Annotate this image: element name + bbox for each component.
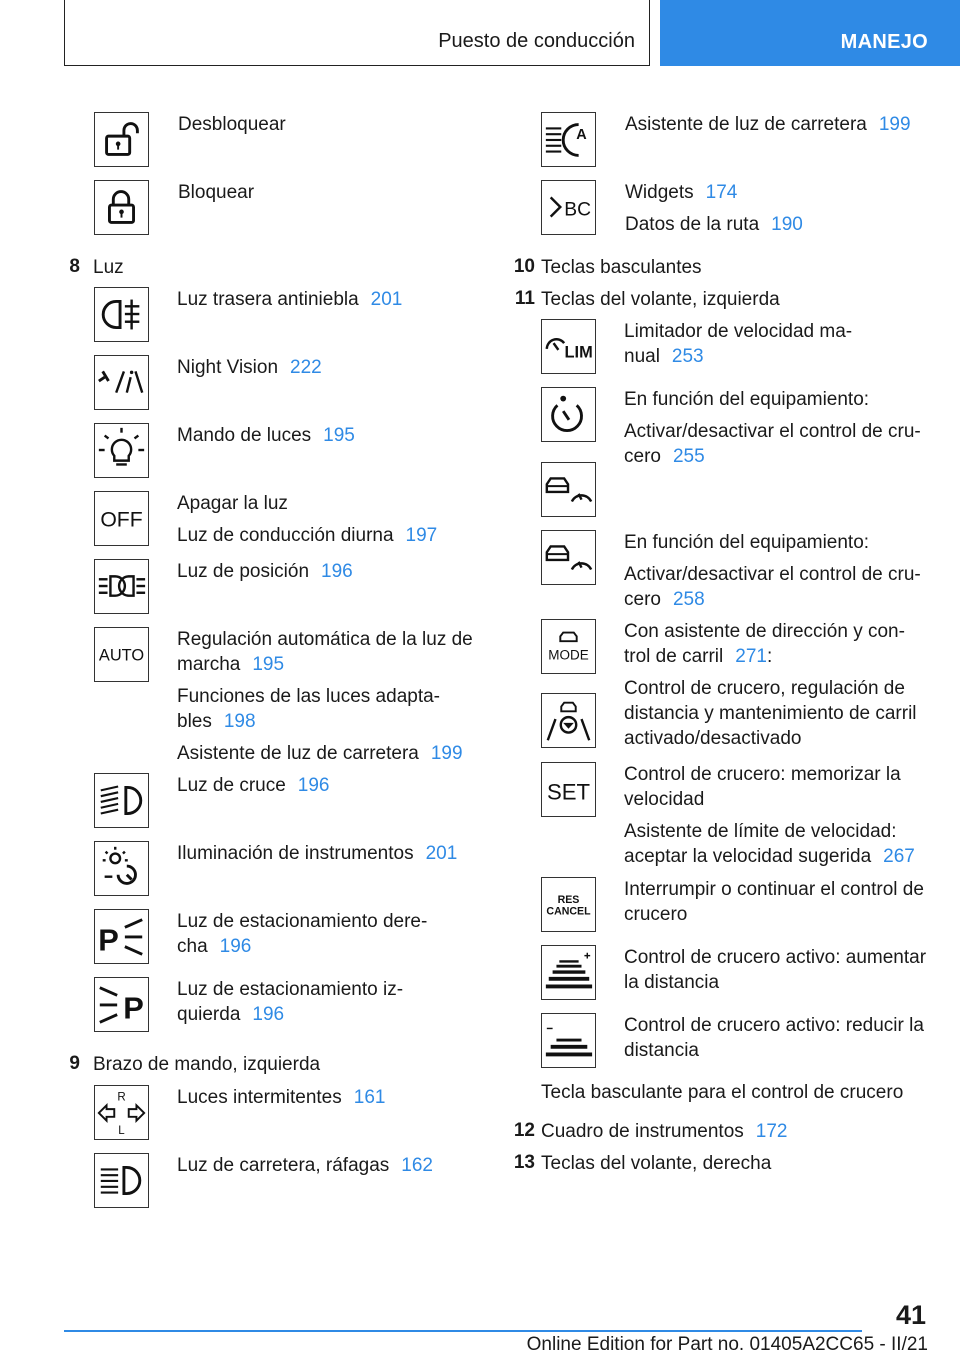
- lane-keeping-label-2: distancia y mantenimiento de carril: [624, 703, 917, 724]
- off-icon: [94, 491, 149, 546]
- speed-limit-assist-label-1: Asistente de límite de velocidad:: [624, 821, 897, 842]
- page-ref[interactable]: 161: [353, 1087, 386, 1108]
- item-number-10: 10: [513, 256, 535, 277]
- low-beam-icon: [94, 773, 149, 828]
- auto-light-label-1: Regulación automática de la luz de: [177, 629, 473, 650]
- page-number: 41: [895, 1300, 926, 1330]
- cruise-toggle-label-2: cero 255: [624, 446, 705, 467]
- svg-text:P: P: [123, 990, 144, 1026]
- page-ref[interactable]: 195: [252, 654, 285, 675]
- lane-keeping-label-3: activado/desactivado: [624, 728, 802, 749]
- active-cruise-icon: [541, 530, 596, 585]
- parking-left-label-1: Luz de estacionamiento iz-: [177, 979, 404, 1000]
- daytime-running-label: Luz de conducción diurna 197: [177, 525, 438, 546]
- page-ref[interactable]: 253: [671, 346, 704, 367]
- night-vision-label: Night Vision 222: [177, 357, 322, 378]
- widgets-label: Widgets 174: [625, 182, 738, 203]
- page-ref[interactable]: 201: [370, 289, 403, 310]
- parking-left-label-2: quierda 196: [177, 1004, 285, 1025]
- turn-signal-icon: [94, 1085, 149, 1140]
- high-beam-assist-label-right: Asistente de luz de carretera 199: [625, 114, 911, 135]
- page-ref[interactable]: 197: [405, 525, 438, 546]
- rear-fog-light-icon: [94, 287, 149, 342]
- speed-limit-assist-label-2: aceptar la velocidad sugerida 267: [624, 846, 915, 867]
- svg-text:L: L: [118, 1125, 125, 1138]
- page-ref[interactable]: 172: [755, 1121, 788, 1142]
- lane-keeping-label-1: Control de crucero, regulación de: [624, 678, 905, 699]
- steering-assist-label-2: trol de carril 271:: [624, 646, 773, 667]
- lane-keeping-icon: [541, 693, 596, 748]
- page-ref[interactable]: 255: [672, 446, 705, 467]
- light-switch-label: Mando de luces 195: [177, 425, 355, 446]
- page-ref[interactable]: 222: [290, 357, 322, 378]
- speed-limiter-icon: [541, 319, 596, 374]
- cruise-toggle-label-1: Activar/desactivar el control de cru-: [624, 421, 921, 442]
- speed-limiter-label-1: Limitador de velocidad ma-: [624, 321, 853, 342]
- svg-text:A: A: [576, 127, 587, 144]
- distance-increase-label-1: Control de crucero activo: aumentar: [624, 947, 927, 968]
- res-cancel-label-2: crucero: [624, 904, 688, 925]
- page-ref[interactable]: 196: [297, 775, 330, 796]
- adaptive-light-label-1: Funciones de las luces adapta-: [177, 686, 440, 707]
- footer-divider: [64, 1330, 862, 1332]
- page-ref[interactable]: 267: [883, 846, 915, 867]
- page-ref[interactable]: 258: [672, 589, 705, 610]
- lock-icon: [94, 180, 149, 235]
- instrument-lighting-label: Iluminación de instrumentos 201: [177, 843, 458, 864]
- svg-text:AUTO: AUTO: [98, 646, 145, 665]
- svg-text:BC: BC: [564, 199, 592, 221]
- item-title-8: Luz: [93, 257, 124, 278]
- active-cruise-toggle-label-2: cero 258: [624, 589, 705, 610]
- distance-decrease-icon: [541, 1013, 596, 1068]
- unlock-icon: [94, 112, 149, 167]
- item-number-8: 8: [69, 256, 80, 277]
- set-label-2: velocidad: [624, 789, 705, 810]
- lock-label: Bloquear: [178, 182, 255, 203]
- item-title-10: Teclas basculantes: [541, 257, 702, 278]
- chapter-tab[interactable]: [660, 0, 960, 66]
- rear-fog-light-label: Luz trasera antiniebla 201: [177, 289, 403, 310]
- low-beam-label: Luz de cruce 196: [177, 775, 330, 796]
- item-title-12: Cuadro de instrumentos 172: [541, 1121, 788, 1142]
- distance-decrease-label-1: Control de crucero activo: reducir la: [624, 1015, 924, 1036]
- high-beam-assist-label: Asistente de luz de carretera 199: [177, 743, 463, 764]
- parking-lights-label: Luz de posición 196: [177, 561, 353, 582]
- item-number-11: 11: [514, 288, 535, 309]
- svg-text:P: P: [98, 922, 119, 958]
- parking-right-label-1: Luz de estacionamiento dere-: [177, 911, 428, 932]
- page-ref[interactable]: 195: [323, 425, 355, 446]
- chapter-label: MANEJO: [840, 31, 928, 53]
- svg-text:SET: SET: [546, 779, 591, 805]
- bc-icon: [541, 180, 596, 235]
- auto-light-label-2: marcha 195: [177, 654, 285, 675]
- trip-data-label: Datos de la ruta 190: [625, 214, 803, 235]
- set-icon: [541, 762, 596, 817]
- svg-text:LIM: LIM: [564, 343, 593, 362]
- item-number-9: 9: [69, 1053, 80, 1074]
- svg-text:CANCEL: CANCEL: [546, 905, 591, 918]
- page-ref[interactable]: 190: [771, 214, 803, 235]
- turn-signal-label: Luces intermitentes 161: [177, 1087, 386, 1108]
- page-ref[interactable]: 162: [401, 1155, 433, 1176]
- page-ref[interactable]: 196: [219, 936, 252, 957]
- parking-lights-icon: [94, 559, 149, 614]
- page-ref[interactable]: 201: [425, 843, 458, 864]
- steering-assist-label-1: Con asistente de dirección y con-: [624, 621, 905, 642]
- item-number-12: 12: [513, 1120, 535, 1141]
- distance-cruise-icon: [541, 462, 596, 517]
- svg-text:OFF: OFF: [100, 508, 143, 532]
- svg-text:RES: RES: [557, 894, 580, 907]
- high-beam-label: Luz de carretera, ráfagas 162: [177, 1155, 433, 1176]
- auto-icon: [94, 627, 149, 682]
- high-beam-assist-icon: [541, 112, 596, 167]
- high-beam-icon: [94, 1153, 149, 1208]
- res-cancel-icon: [541, 877, 596, 932]
- item-title-11: Teclas del volante, izquierda: [541, 289, 780, 310]
- distance-decrease-label-2: distancia: [624, 1040, 699, 1061]
- set-label-1: Control de crucero: memorizar la: [624, 764, 901, 785]
- page-ref[interactable]: 271: [735, 646, 767, 667]
- mode-icon: [541, 619, 596, 674]
- res-cancel-label-1: Interrumpir o continuar el control de: [624, 879, 924, 900]
- item-number-13: 13: [513, 1152, 535, 1173]
- item-title-9: Brazo de mando, izquierda: [93, 1054, 321, 1075]
- svg-text:MODE: MODE: [548, 647, 589, 663]
- distance-increase-icon: [541, 945, 596, 1000]
- instrument-lighting-icon: [94, 841, 149, 896]
- off-label: Apagar la luz: [177, 493, 288, 514]
- active-cruise-toggle-label-1: Activar/desactivar el control de cru-: [624, 564, 921, 585]
- svg-text:R: R: [117, 1091, 126, 1104]
- parking-light-left-icon: [94, 977, 149, 1032]
- header-frame: [64, 0, 650, 66]
- light-switch-icon: [94, 423, 149, 478]
- active-cruise-equipment-label: En función del equipamiento:: [624, 532, 870, 553]
- page-ref[interactable]: 199: [878, 114, 911, 135]
- page-ref[interactable]: 198: [223, 711, 256, 732]
- speed-limiter-label-2: nual 253: [624, 346, 704, 367]
- edition-note: Online Edition for Part no. 01405A2CC65 - II/21: [526, 1334, 928, 1355]
- section-title: Puesto de conducción: [438, 30, 635, 52]
- rocker-note: Tecla basculante para el control de crucero: [541, 1082, 904, 1103]
- page-ref[interactable]: 174: [705, 182, 738, 203]
- page-ref[interactable]: 196: [252, 1004, 285, 1025]
- cruise-control-icon: [541, 387, 596, 442]
- parking-right-label-2: cha 196: [177, 936, 252, 957]
- cruise-equipment-label: En función del equipamiento:: [624, 389, 870, 410]
- unlock-label: Desbloquear: [178, 114, 286, 135]
- item-title-13: Teclas del volante, derecha: [541, 1153, 772, 1174]
- night-vision-icon: [94, 355, 149, 410]
- distance-increase-label-2: la distancia: [624, 972, 720, 993]
- parking-light-right-icon: [94, 909, 149, 964]
- page-ref[interactable]: 199: [430, 743, 463, 764]
- page-ref[interactable]: 196: [321, 561, 353, 582]
- adaptive-light-label-2: bles 198: [177, 711, 256, 732]
